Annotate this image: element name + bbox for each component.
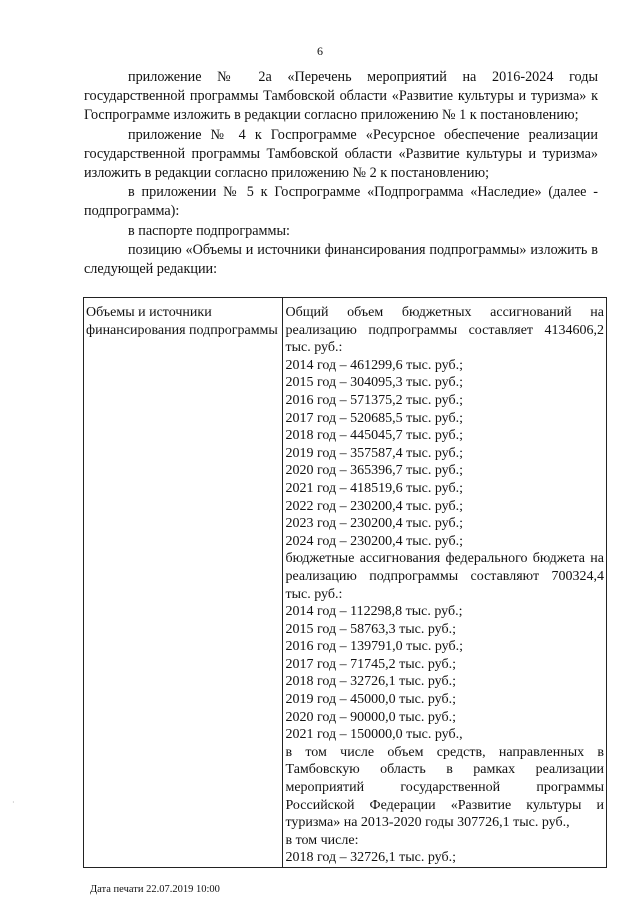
year-line: 2018 год – 32726,1 тыс. руб.; — [285, 850, 456, 866]
body-text — [84, 68, 598, 279]
year-line: 2014 год – 461299,6 тыс. руб.; — [285, 357, 463, 373]
including-sub-text: в том числе: — [285, 832, 359, 848]
including-text: в том числе объем средств, направленных в Тамбовскую область в рамках реализации мероприятий государственной программы Российской Федерации «Развитие культуры и туризма» на 2013-2020 годы 307726,1 тыс. руб., — [285, 744, 604, 831]
table-value-cell — [283, 298, 607, 868]
financing-table — [83, 297, 607, 868]
year-line: 2016 год – 571375,2 тыс. руб.; — [285, 392, 463, 408]
year-line: 2020 год – 365396,7 тыс. руб.; — [285, 463, 463, 479]
year-line: 2019 год – 45000,0 тыс. руб.; — [285, 692, 456, 708]
year-line: 2021 год – 418519,6 тыс. руб.; — [285, 480, 463, 496]
page-number: 6 — [317, 44, 323, 58]
year-line: 2015 год – 304095,3 тыс. руб.; — [285, 375, 463, 391]
paragraph: приложение № 2а «Перечень мероприятий на 2016-2024 годы государственной программы Тамбовской области «Развитие культуры и туризма» к Госпрограмме изложить в редакции согласно приложению № 1 к постановлению; — [84, 69, 598, 124]
paragraph: в приложении № 5 к Госпрограмме «Подпрограмма «Наследие» (далее - подпрограмма): — [84, 184, 598, 220]
table-label-cell: Объемы и источники финансирования подпрограммы — [84, 298, 283, 868]
year-line: 2021 год – 150000,0 тыс. руб., — [285, 727, 463, 743]
paragraph: в паспорте подпрограммы: — [128, 222, 290, 239]
year-line: 2024 год – 230200,4 тыс. руб.; — [285, 533, 463, 549]
table-row — [84, 298, 607, 868]
margin-mark: · — [12, 798, 15, 807]
year-line: 2022 год – 230200,4 тыс. руб.; — [285, 498, 463, 514]
year-line: 2017 год – 71745,2 тыс. руб.; — [285, 656, 456, 672]
year-line: 2018 год – 32726,1 тыс. руб.; — [285, 674, 456, 690]
year-line: 2014 год – 112298,8 тыс. руб.; — [285, 604, 463, 620]
federal-amount-text: бюджетные ассигнования федерального бюджета на реализацию подпрограммы составляют 700324,4 тыс. руб.: — [285, 551, 604, 602]
year-line: 2018 год – 445045,7 тыс. руб.; — [285, 428, 463, 444]
paragraph: приложение № 4 к Госпрограмме «Ресурсное обеспечение реализации государственной программы Тамбовской области «Развитие культуры и туризма» изложить в редакции согласно приложению № 2 к постановлению; — [84, 126, 598, 182]
print-date-footer: Дата печати 22.07.2019 10:00 — [90, 884, 220, 895]
year-line: 2017 год – 520685,5 тыс. руб.; — [285, 410, 463, 426]
year-line: 2020 год – 90000,0 тыс. руб.; — [285, 709, 456, 725]
year-line: 2019 год – 357587,4 тыс. руб.; — [285, 445, 463, 461]
year-line: 2015 год – 58763,3 тыс. руб.; — [285, 621, 456, 637]
total-amount-text: Общий объем бюджетных ассигнований на реализацию подпрограммы составляет 4134606,2 тыс. руб.: — [285, 305, 604, 356]
year-line: 2016 год – 139791,0 тыс. руб.; — [285, 639, 463, 655]
year-line: 2023 год – 230200,4 тыс. руб.; — [285, 516, 463, 532]
paragraph: позицию «Объемы и источники финансирования подпрограммы» изложить в следующей редакции: — [84, 241, 598, 278]
